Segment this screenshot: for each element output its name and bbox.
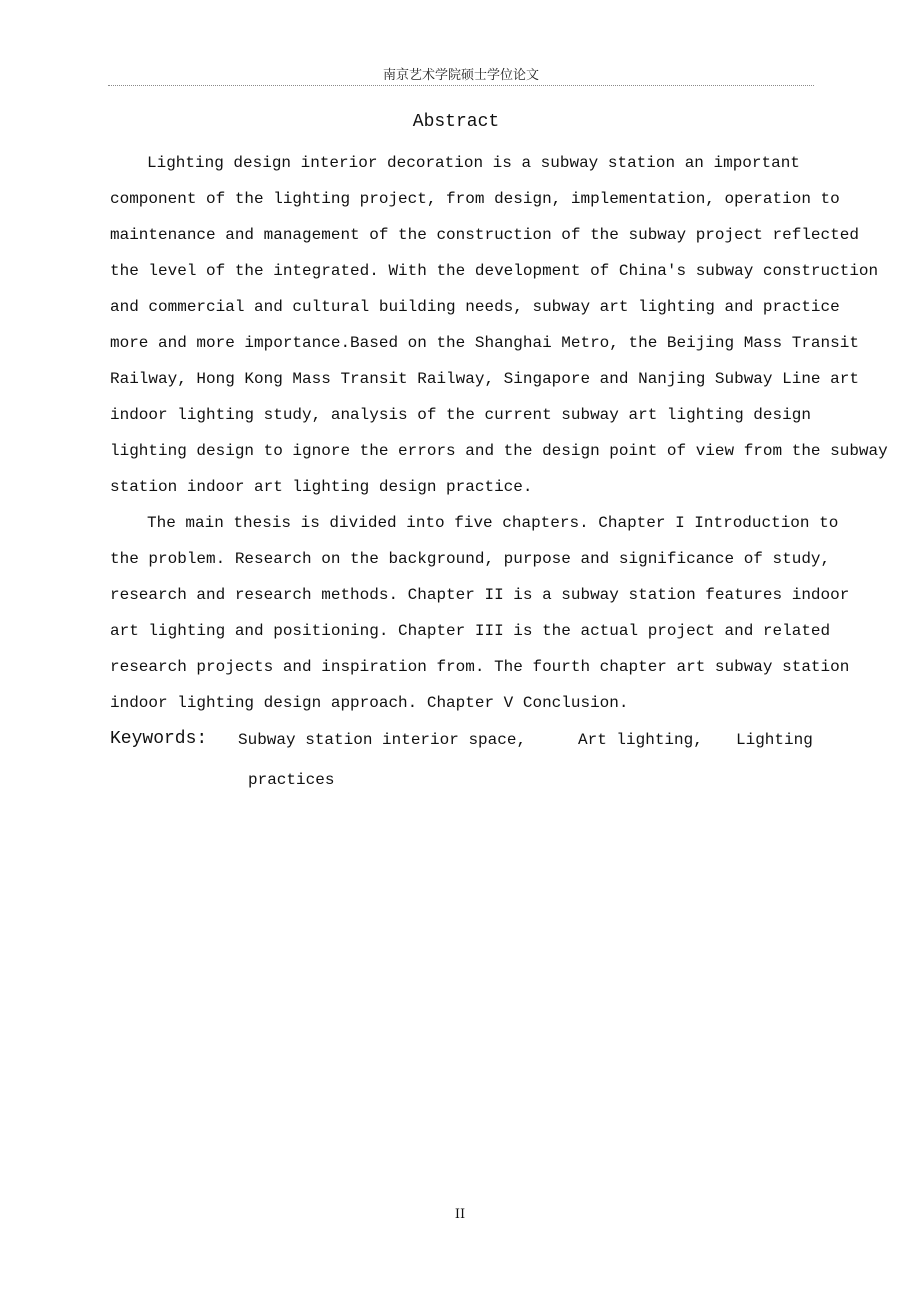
keywords-block xyxy=(110,729,870,799)
paragraph-line: lighting design to ignore the errors and the design point of view from the subway xyxy=(110,442,888,460)
paragraph-line: indoor lighting study, analysis of the current subway art lighting design xyxy=(110,406,811,424)
page-number: II xyxy=(454,1207,466,1222)
paragraph-line: component of the lighting project, from design, implementation, operation to xyxy=(110,190,840,208)
paragraph-line: more and more importance.Based on the Shanghai Metro, the Beijing Mass Transit xyxy=(110,334,859,352)
keyword-item: Art lighting, xyxy=(578,731,703,749)
paragraph-line: the problem. Research on the background, purpose and significance of study, xyxy=(110,550,831,568)
paragraph-line: research and research methods. Chapter II is a subway station features indoor xyxy=(110,586,850,604)
paragraph-line: research projects and inspiration from. The fourth chapter art subway station xyxy=(110,658,850,676)
abstract-paragraph-2 xyxy=(110,505,870,721)
paragraph-line: and commercial and cultural building needs, subway art lighting and practice xyxy=(110,298,840,316)
paragraph-line: maintenance and management of the construction of the subway project reflected xyxy=(110,226,859,244)
keyword-item-continuation: practices xyxy=(248,771,335,789)
paragraph-line: the level of the integrated. With the development of China's subway construction xyxy=(110,262,879,280)
keyword-item: Subway station interior space, xyxy=(238,731,527,749)
keyword-item: Lighting xyxy=(736,731,813,749)
paragraph-line: Railway, Hong Kong Mass Transit Railway, Singapore and Nanjing Subway Line art xyxy=(110,370,859,388)
paragraph-line: The main thesis is divided into five chapters. Chapter I Introduction to xyxy=(147,514,839,532)
running-header: 南京艺术学院硕士学位论文 xyxy=(382,68,539,83)
paragraph-line: indoor lighting design approach. Chapter V Conclusion. xyxy=(110,694,629,712)
keywords-label: Keywords: xyxy=(110,729,208,749)
paragraph-line: Lighting design interior decoration is a subway station an important xyxy=(147,154,800,172)
abstract-title: Abstract xyxy=(412,112,500,132)
abstract-paragraph-1 xyxy=(110,145,888,505)
paragraph-line: station indoor art lighting design practice. xyxy=(110,478,533,496)
header-divider xyxy=(108,85,814,86)
paragraph-line: art lighting and positioning. Chapter III is the actual project and related xyxy=(110,622,831,640)
